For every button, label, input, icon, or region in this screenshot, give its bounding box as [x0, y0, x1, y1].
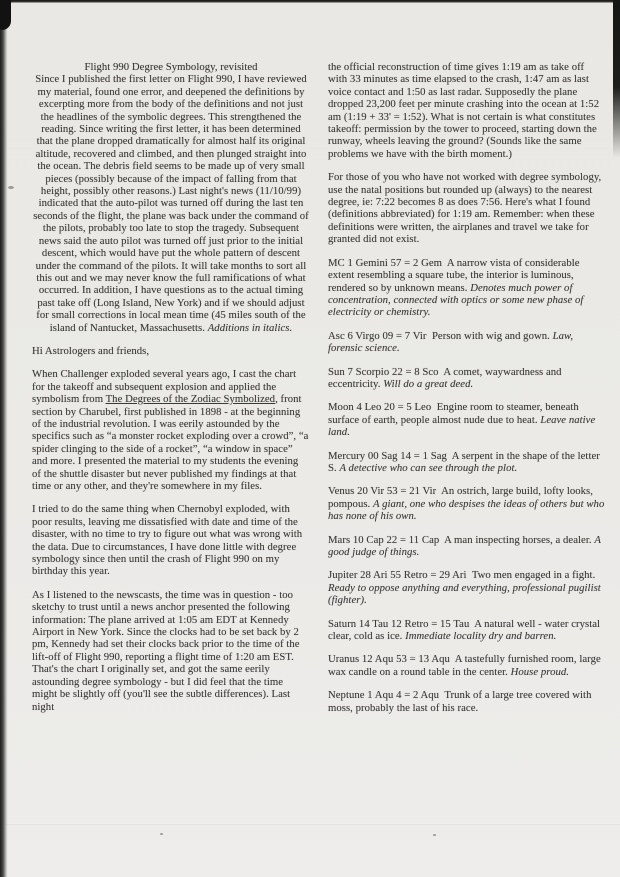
- entry-mars-position: Mars 10 Cap 22 = 11 Cap: [328, 533, 440, 546]
- entry-moon-position: Moon 4 Leo 20 = 5 Leo: [328, 401, 432, 414]
- scan-edge-top: [0, 0, 620, 3]
- entry-sun-italic: Will do a great deed.: [383, 377, 474, 390]
- column-left: [32, 61, 310, 724]
- scan-edge-left: [0, 0, 8, 877]
- challenger-paragraph: [32, 368, 310, 492]
- column-right: [328, 61, 605, 725]
- book-title-underlined: The Degrees of the Zodiac Symbolized: [105, 393, 276, 406]
- entry-neptune: [328, 689, 605, 714]
- greeting-line: Hi Astrologers and friends,: [32, 344, 150, 357]
- chernobyl-paragraph: I tried to do the same thing when Chernobyl exploded, with poor results, leaving me dissatisfied with date and time of the disaster, with no time to try to figure out what was wrong with the data. Due to circumstances, I have done little with degree symbology since then until the crash of Flight 990 on my birthday this year.: [32, 503, 303, 578]
- entry-venus: [328, 485, 605, 522]
- entry-sun-position: Sun 7 Scorpio 22 = 8 Sco: [328, 365, 439, 378]
- intro-italic-note: Additions in italics.: [207, 321, 293, 334]
- instructions-paragraph: For those of you who have not worked with degree symbology, use the natal positions but rounded up (always) to the nearest degree, ie: 7:22 becomes 8 as does 7:56. Here's what I found (definitions abbreviated) for 1:19 am. Remember: when these definitions were written, the airplanes and travel we take for granted did not exist.: [328, 171, 602, 246]
- entry-asc-italic: Law, forensic science.: [328, 329, 574, 355]
- entry-asc: [328, 330, 605, 355]
- entry-jupiter: [328, 569, 605, 606]
- scan-speck: [433, 834, 436, 836]
- entry-sun-text: A comet, waywardness and eccentricity.: [328, 365, 562, 390]
- entry-mars-italic: A good judge of things.: [328, 533, 601, 558]
- entry-mc: [328, 257, 605, 319]
- entry-saturn: [328, 618, 605, 643]
- entry-sun: [328, 366, 605, 391]
- entry-uranus-italic: House proud.: [510, 665, 569, 678]
- entry-moon: [328, 401, 605, 438]
- entry-asc-position: Asc 6 Virgo 09 = 7 Vir: [328, 329, 427, 342]
- entry-uranus-text: A tastefully furnished room, large wax candle on a round table in the center.: [328, 653, 601, 678]
- newscasts-paragraph: As I listened to the newscasts, the time was in question - too sketchy to trust until a news anchor presented the following information: The plane arrived at 1:05 am EDT at Kennedy Airport in New York. Since the clocks had to be set back by 2 pm, Kennedy had set their clocks back prior to the time of the lift-off of Flight 990, reporting a flight time of 1:20 am EST. That's the chart I originally set, and got the same eerily astounding degree symbology - but I did feel that the time might be slightly off (you'll see the subtle differences). Last night: [32, 588, 300, 713]
- scan-corner-top-right: [613, 0, 620, 158]
- entry-mercury: [328, 450, 605, 475]
- entry-moon-italic: Leave native land.: [328, 413, 596, 439]
- scan-crease-line: [0, 823, 620, 825]
- entry-neptune-text: Trunk of a large tree covered with moss, probably the last of his race.: [328, 689, 592, 714]
- intro-paragraph: [32, 73, 310, 334]
- entry-saturn-text: A natural well - water crystal clear, cold as ice.: [328, 617, 601, 643]
- scan-speck: [160, 833, 163, 835]
- entry-jupiter-text: Two men engaged in a fight.: [471, 569, 596, 582]
- entry-venus-italic: A giant, one who despises the ideas of others but who has none of his own.: [328, 497, 605, 523]
- entry-mc-position: MC 1 Gemini 57 = 2 Gem: [328, 256, 442, 269]
- entry-mercury-italic: A detective who can see through the plot.: [339, 461, 518, 474]
- entry-venus-position: Venus 20 Vir 53 = 21 Vir: [328, 485, 437, 498]
- challenger-text-before: When Challenger exploded several years ago, I cast the chart for the takeoff and subsequent explosion and applied the symbolism from: [32, 368, 297, 406]
- entry-moon-text: Engine room to steamer, beneath surface of earth, people almost nude due to heat.: [328, 401, 579, 426]
- entry-uranus: [328, 653, 605, 678]
- entry-mercury-text: A serpent in the shape of the letter S.: [328, 449, 600, 474]
- entry-saturn-italic: Immediate locality dry and barren.: [405, 630, 557, 643]
- entry-mc-italic: Denotes much power of concentration, connected with optics or some new phase of electricity or chemistry.: [328, 281, 584, 319]
- entry-mc-text: A narrow vista of considerable extent resembling a square tube, the interior is luminous, rendered so by unknown means.: [328, 256, 580, 294]
- intro-block: [32, 61, 310, 334]
- entry-neptune-position: Neptune 1 Aqu 4 = 2 Aqu: [328, 689, 440, 702]
- entry-jupiter-italic: Ready to oppose anything and everything, professional pugilist (fighter).: [328, 581, 601, 607]
- entry-mercury-position: Mercury 00 Sag 14 = 1 Sag: [328, 449, 447, 462]
- scan-corner-top-left: [0, 0, 11, 30]
- challenger-text-after: , front section by Charubel, first published in 1898 - at the beginning of the industrial revolution. I was eerily astounded by the specifics such as “a monster rocket exploding over a crowd”, “a spider clinging to the side of a rocket”, “a window in space” and more. I presented the material to my students the evening of the shuttle disaster but never published my findings at that time or any other, and they're somewhere in my files.: [32, 393, 309, 492]
- entry-uranus-position: Uranus 12 Aqu 53 = 13 Aqu: [328, 653, 450, 666]
- entry-mars-text: A man inspecting horses, a dealer.: [444, 533, 592, 546]
- entry-jupiter-position: Jupiter 28 Ari 55 Retro = 29 Ari: [328, 569, 467, 582]
- reconstruction-paragraph: the official reconstruction of time gives 1:19 am as take off with 33 minutes as time elapsed to the crash, 1:47 am as last voice contact and 1:50 as last radar. Supposedly the plane dropped 23,200 feet per minute crashing into the ocean at 1:52 am (1:19 + 33' = 1:52). What is not certain is what constitutes takeoff: permission by the tower to proceed, starting down the runway, wheels leaving the ground? (Sounds like the same problems we have with the birth moment.): [328, 61, 600, 160]
- entry-asc-text: Person with wig and gown.: [431, 329, 550, 342]
- intro-text: Since I published the first letter on Flight 990, I have reviewed my material, found one error, and deepened the definitions by excerpting more from the body of the definitions and not just the headlines of the symbolic degrees. This strengthened the reading. Since writing the first letter, it has been determined that the plane dropped dramatically for almost half its original altitude, recovered and climbed, and then plunged straight into the ocean. The debris field seems to be made up of very small pieces (possibly because of the impact of falling from that height, possibly other reasons.) Last night's news (11/10/99) indicated that the auto-pilot was turned off during the last ten seconds of the flight, the plane was back under the command of the pilots, probably too late to stop the tragedy. Subsequent news said the auto pilot was turned off just prior to the initial descent, which would have put the whole pattern of descent under the command of the pilots. It will take months to sort all this out and we may never know the full ramifications of what occurred. In addition, I have questions as to the actual timing past take off (Long Island, New York) and if we should adjust for small corrections in local mean time (45 miles south of the island of Nantucket, Massachusetts.: [33, 73, 309, 334]
- page-title: Flight 990 Degree Symbology, revisited: [84, 61, 258, 73]
- scan-lighter-band: [0, 825, 620, 877]
- entry-venus-text: An ostrich, large build, lofty looks, pompous.: [328, 485, 593, 510]
- scan-speck: [8, 186, 14, 189]
- entry-saturn-position: Saturn 14 Tau 12 Retro = 15 Tau: [328, 617, 470, 630]
- entry-mars: [328, 534, 605, 559]
